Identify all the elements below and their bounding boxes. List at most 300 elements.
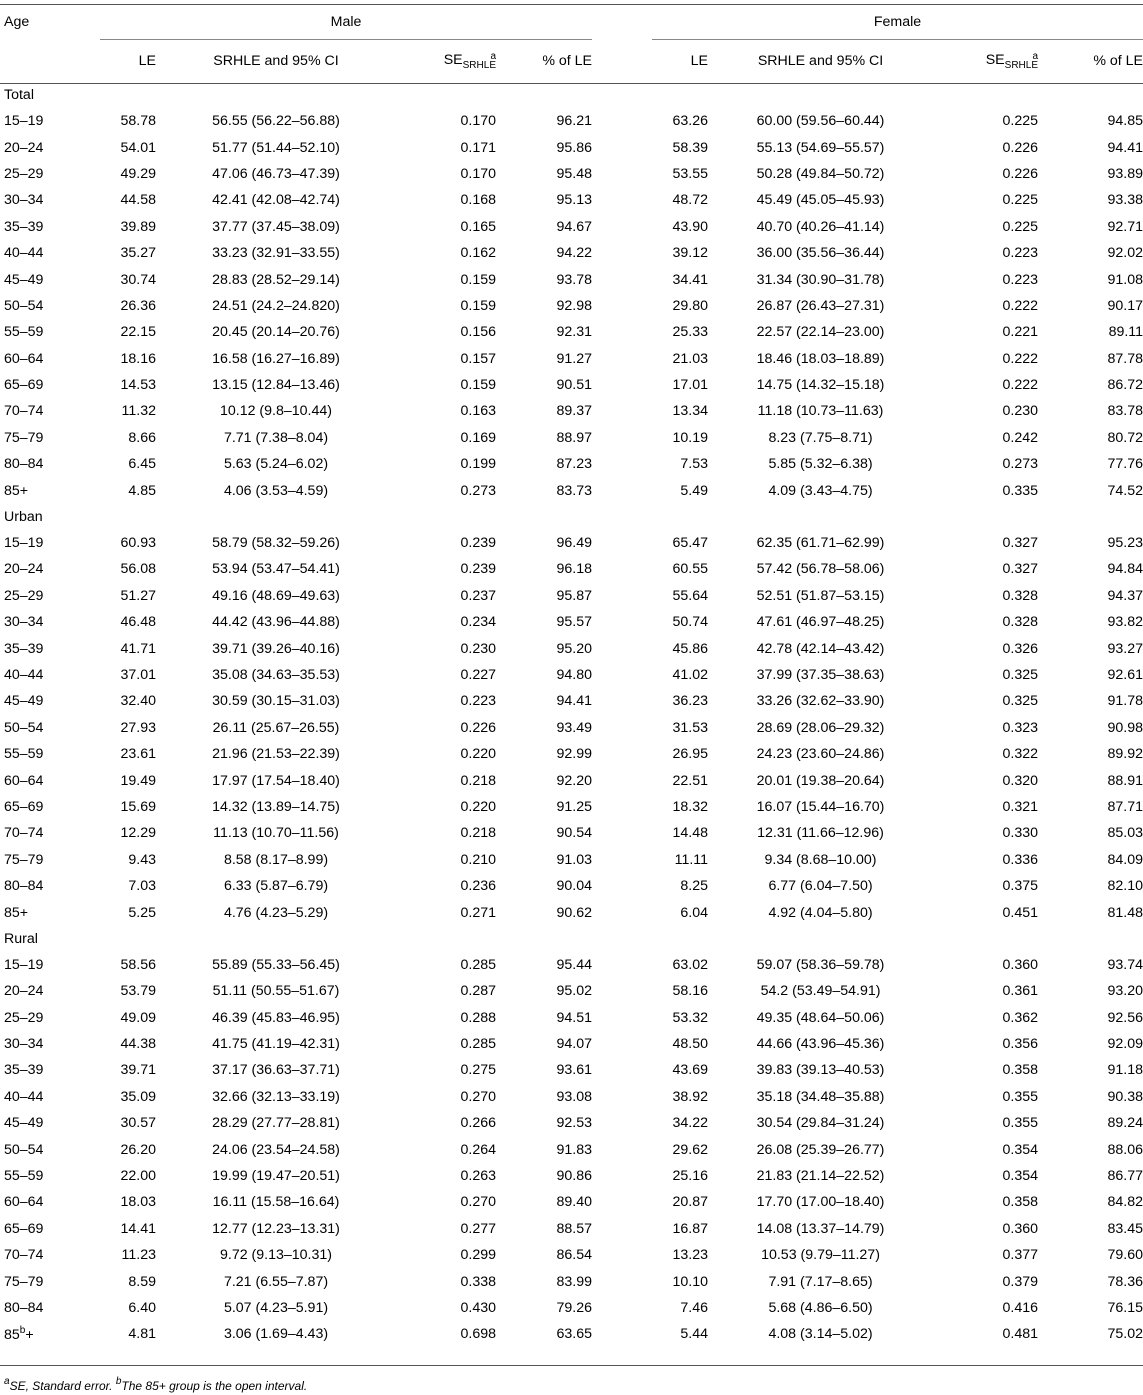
- male-srhle-cell: 44.42 (43.96–44.88): [212, 614, 340, 631]
- age-cell: 80–84: [4, 456, 44, 473]
- male-pct-cell: 83.99: [556, 1273, 593, 1290]
- female-se-cell: 0.225: [1002, 218, 1039, 235]
- table-row: [0, 425, 1143, 451]
- age-cell: 20–24: [4, 139, 44, 156]
- header-female-se: SE a SRHLE: [985, 51, 1039, 71]
- female-se-cell: 0.377: [1002, 1247, 1039, 1264]
- female-se-cell: 0.354: [1002, 1141, 1039, 1158]
- female-pct-cell: 75.02: [1107, 1326, 1143, 1343]
- male-pct-cell: 90.86: [556, 1168, 593, 1185]
- female-se-cell: 0.325: [1002, 667, 1039, 683]
- table-row: [0, 609, 1143, 635]
- male-pct-cell: 96.49: [556, 535, 593, 552]
- age-cell: 65–69: [4, 377, 44, 394]
- male-se-cell: 0.227: [460, 667, 496, 683]
- age-cell: 20–24: [4, 983, 44, 1000]
- female-se-cell: 0.356: [1002, 1036, 1039, 1053]
- male-pct-cell: 94.41: [556, 693, 593, 710]
- table-row: [0, 583, 1143, 609]
- male-se-cell: 0.159: [460, 297, 496, 314]
- male-le-cell: 11.32: [121, 403, 156, 420]
- female-le-cell: 63.02: [672, 956, 709, 973]
- female-le-cell: 13.34: [672, 403, 709, 420]
- male-le-cell: 39.89: [120, 218, 156, 235]
- male-srhle-cell: 16.58 (16.27–16.89): [212, 350, 340, 367]
- female-pct-cell: 94.41: [1107, 139, 1143, 156]
- age-cell: 45–49: [4, 693, 44, 710]
- male-se-cell: 0.430: [460, 1299, 496, 1316]
- male-pct-cell: 95.13: [556, 192, 593, 209]
- female-srhle-cell: 14.75 (14.32–15.18): [756, 377, 885, 394]
- table-bottom-rule: [0, 1365, 1143, 1366]
- male-pct-cell: 90.04: [556, 878, 593, 895]
- age-cell: 70–74: [4, 1247, 44, 1264]
- male-le-cell: 60.93: [120, 535, 156, 552]
- male-srhle-cell: 28.83 (28.52–29.14): [212, 271, 340, 288]
- table-row: [0, 319, 1143, 345]
- male-srhle-cell: 37.17 (36.63–37.71): [212, 1062, 340, 1079]
- male-srhle-cell: 4.06 (3.53–4.59): [223, 482, 329, 499]
- female-se-cell: 0.362: [1002, 1009, 1039, 1026]
- female-srhle-cell: 22.57 (22.14–23.00): [756, 324, 885, 341]
- male-se-cell: 0.270: [460, 1088, 496, 1105]
- female-le-cell: 50.74: [672, 614, 709, 631]
- table-row: [0, 1321, 1143, 1347]
- male-srhle-cell: 26.11 (25.67–26.55): [212, 719, 340, 736]
- female-pct-cell: 92.71: [1107, 218, 1143, 235]
- male-le-cell: 37.01: [120, 667, 156, 683]
- age-cell: 50–54: [4, 297, 44, 314]
- male-se-cell: 0.299: [460, 1247, 496, 1264]
- male-pct-cell: 90.62: [556, 904, 593, 921]
- table-row: [0, 398, 1143, 424]
- male-srhle-cell: 5.07 (4.23–5.91): [223, 1299, 329, 1316]
- female-se-cell: 0.336: [1002, 851, 1039, 868]
- male-pct-cell: 83.73: [556, 482, 593, 499]
- age-cell: 75–79: [4, 851, 44, 868]
- male-se-cell: 0.239: [460, 561, 496, 578]
- female-pct-cell: 82.10: [1107, 878, 1143, 895]
- female-srhle-cell: 12.31 (11.66–12.96): [757, 825, 884, 842]
- male-le-cell: 22.00: [120, 1168, 156, 1185]
- male-se-cell: 0.218: [460, 772, 496, 789]
- male-srhle-cell: 7.21 (6.55–7.87): [223, 1273, 329, 1290]
- female-pct-cell: 90.17: [1107, 297, 1143, 314]
- male-srhle-cell: 32.66 (32.13–33.19): [212, 1088, 340, 1105]
- female-le-cell: 18.32: [672, 798, 709, 815]
- age-cell: 20–24: [4, 561, 44, 578]
- male-se-cell: 0.234: [460, 614, 496, 631]
- male-le-cell: 51.27: [120, 587, 156, 604]
- male-srhle-cell: 33.23 (32.91–33.55): [212, 245, 340, 262]
- male-se-cell: 0.170: [460, 113, 496, 130]
- male-se-cell: 0.223: [460, 693, 496, 710]
- age-cell: 35–39: [4, 218, 44, 235]
- male-le-cell: 53.79: [120, 983, 156, 1000]
- table-row: [0, 556, 1143, 582]
- male-pct-cell: 90.51: [556, 377, 593, 394]
- male-se-cell: 0.170: [460, 165, 496, 182]
- male-se-cell: 0.237: [460, 587, 496, 604]
- female-se-cell: 0.325: [1002, 693, 1039, 710]
- male-pct-cell: 89.37: [556, 403, 593, 420]
- age-cell: 25–29: [4, 587, 44, 604]
- female-se-cell: 0.321: [1002, 798, 1039, 815]
- female-le-cell: 6.04: [680, 904, 709, 921]
- header-male-pct: % of LE: [542, 53, 593, 69]
- table-row: [0, 952, 1143, 978]
- male-pct-cell: 95.44: [556, 956, 593, 973]
- female-srhle-cell: 36.00 (35.56–36.44): [756, 245, 885, 262]
- male-se-cell: 0.226: [460, 719, 496, 736]
- female-le-cell: 53.55: [672, 165, 709, 182]
- female-se-cell: 0.223: [1002, 271, 1039, 288]
- section-header-row: [0, 504, 1143, 530]
- female-pct-cell: 89.24: [1107, 1115, 1143, 1132]
- table-row: [0, 187, 1143, 213]
- male-pct-cell: 91.03: [556, 851, 593, 868]
- male-srhle-cell: 46.39 (45.83–46.95): [212, 1009, 340, 1026]
- age-cell: 35–39: [4, 640, 44, 657]
- female-le-cell: 58.39: [672, 139, 709, 156]
- age-cell: 80–84: [4, 878, 44, 895]
- male-le-cell: 14.53: [120, 377, 156, 394]
- male-pct-cell: 93.78: [556, 271, 593, 288]
- table-row: [0, 899, 1143, 925]
- female-srhle-cell: 21.83 (21.14–22.52): [756, 1168, 885, 1185]
- male-le-cell: 12.29: [120, 825, 156, 842]
- female-le-cell: 36.23: [672, 693, 709, 710]
- female-le-cell: 43.90: [672, 218, 709, 235]
- age-cell: 30–34: [4, 1036, 44, 1053]
- male-se-cell: 0.275: [460, 1062, 496, 1079]
- female-pct-cell: 76.15: [1107, 1299, 1143, 1316]
- female-pct-cell: 91.08: [1107, 271, 1143, 288]
- age-cell: 60–64: [4, 1194, 44, 1211]
- male-se-cell: 0.271: [460, 904, 496, 921]
- female-pct-cell: 94.37: [1107, 587, 1143, 604]
- male-pct-cell: 91.27: [556, 350, 593, 367]
- table-row: [0, 1031, 1143, 1057]
- table-row: [0, 1005, 1143, 1031]
- table-row: [0, 1189, 1143, 1215]
- male-srhle-cell: 19.99 (19.47–20.51): [212, 1168, 340, 1185]
- age-cell: 15–19: [4, 113, 44, 130]
- male-pct-cell: 93.61: [556, 1062, 593, 1079]
- female-se-cell: 0.242: [1002, 429, 1039, 446]
- female-srhle-cell: 33.26 (32.62–33.90): [756, 693, 885, 710]
- male-pct-cell: 92.20: [556, 772, 593, 789]
- header-male: Male: [100, 5, 592, 40]
- age-cell: 80–84: [4, 1299, 44, 1316]
- male-pct-cell: 92.31: [556, 324, 593, 341]
- female-se-cell: 0.375: [1002, 878, 1039, 895]
- male-srhle-cell: 56.55 (56.22–56.88): [212, 113, 340, 130]
- female-srhle-cell: 55.13 (54.69–55.57): [756, 139, 885, 156]
- female-srhle-cell: 59.07 (58.36–59.78): [756, 956, 885, 973]
- male-le-cell: 7.03: [128, 878, 156, 895]
- header-male-srhle: SRHLE and 95% CI: [213, 53, 339, 69]
- female-srhle-cell: 31.34 (30.90–31.78): [756, 271, 885, 288]
- female-le-cell: 48.72: [672, 192, 709, 209]
- table-row: [0, 1110, 1143, 1136]
- male-se-cell: 0.287: [460, 983, 496, 1000]
- male-srhle-cell: 10.12 (9.8–10.44): [219, 403, 332, 420]
- age-cell: 45–49: [4, 1115, 44, 1132]
- table-row: [0, 108, 1143, 134]
- female-le-cell: 11.11: [674, 851, 709, 868]
- male-srhle-cell: 28.29 (27.77–28.81): [212, 1115, 340, 1132]
- female-pct-cell: 89.11: [1108, 324, 1143, 341]
- table-row: [0, 767, 1143, 793]
- table-row: [0, 451, 1143, 477]
- female-le-cell: 21.03: [672, 350, 709, 367]
- male-srhle-cell: 16.11 (15.58–16.64): [212, 1194, 340, 1211]
- male-srhle-cell: 58.79 (58.32–59.26): [212, 535, 340, 552]
- male-srhle-cell: 21.96 (21.53–22.39): [212, 746, 340, 763]
- female-le-cell: 8.25: [680, 878, 709, 895]
- female-srhle-cell: 49.35 (48.64–50.06): [756, 1009, 885, 1026]
- female-pct-cell: 78.36: [1107, 1273, 1143, 1290]
- male-le-cell: 8.66: [128, 429, 156, 446]
- male-pct-cell: 91.25: [556, 798, 593, 815]
- female-le-cell: 31.53: [672, 719, 709, 736]
- female-se-cell: 0.361: [1002, 983, 1039, 1000]
- female-srhle-cell: 47.61 (46.97–48.25): [756, 614, 885, 631]
- female-le-cell: 65.47: [672, 535, 709, 552]
- section-title: Total: [4, 87, 34, 103]
- male-se-cell: 0.210: [460, 851, 496, 868]
- female-srhle-cell: 4.92 (4.04–5.80): [768, 904, 873, 921]
- female-se-cell: 0.355: [1002, 1088, 1039, 1105]
- age-cell: 60–64: [4, 350, 44, 367]
- female-pct-cell: 90.38: [1107, 1088, 1143, 1105]
- female-pct-cell: 83.45: [1107, 1220, 1143, 1237]
- female-pct-cell: 81.48: [1107, 904, 1143, 921]
- male-pct-cell: 94.80: [556, 667, 593, 683]
- male-se-cell: 0.156: [460, 324, 496, 341]
- male-srhle-cell: 7.71 (7.38–8.04): [223, 429, 329, 446]
- female-le-cell: 16.87: [672, 1220, 709, 1237]
- female-pct-cell: 80.72: [1107, 429, 1143, 446]
- header-row-groups: [0, 5, 1143, 40]
- female-pct-cell: 86.77: [1107, 1168, 1143, 1185]
- male-pct-cell: 95.20: [556, 640, 593, 657]
- male-pct-cell: 96.21: [556, 113, 593, 130]
- female-le-cell: 43.69: [672, 1062, 709, 1079]
- table-row: [0, 1084, 1143, 1110]
- female-pct-cell: 94.85: [1107, 113, 1143, 130]
- female-le-cell: 5.49: [680, 482, 709, 499]
- male-se-cell: 0.159: [460, 377, 496, 394]
- male-le-cell: 30.74: [120, 271, 156, 288]
- male-srhle-cell: 20.45 (20.14–20.76): [212, 324, 340, 341]
- age-cell: 70–74: [4, 403, 44, 420]
- table-row: [0, 1216, 1143, 1242]
- section-title: Urban: [4, 508, 43, 525]
- female-srhle-cell: 57.42 (56.78–58.06): [756, 561, 885, 578]
- female-srhle-cell: 11.18 (10.73–11.63): [757, 403, 884, 420]
- table-row: [0, 372, 1143, 398]
- female-se-cell: 0.320: [1002, 772, 1039, 789]
- male-se-cell: 0.285: [460, 956, 496, 973]
- male-srhle-cell: 13.15 (12.84–13.46): [212, 377, 340, 394]
- male-le-cell: 44.58: [120, 192, 156, 209]
- female-se-cell: 0.225: [1002, 192, 1039, 209]
- female-srhle-cell: 44.66 (43.96–45.36): [756, 1036, 885, 1053]
- age-cell: 40–44: [4, 1088, 44, 1105]
- female-pct-cell: 83.78: [1107, 403, 1143, 420]
- section-header-row: [0, 82, 1143, 108]
- male-se-cell: 0.266: [460, 1115, 496, 1132]
- age-cell: 60–64: [4, 772, 44, 789]
- male-se-cell: 0.273: [460, 482, 496, 499]
- male-srhle-cell: 14.32 (13.89–14.75): [212, 798, 340, 815]
- female-se-cell: 0.222: [1002, 377, 1039, 394]
- male-se-cell: 0.199: [460, 456, 496, 473]
- male-srhle-cell: 9.72 (9.13–10.31): [219, 1247, 332, 1264]
- female-le-cell: 55.64: [672, 587, 709, 604]
- female-pct-cell: 92.56: [1107, 1009, 1143, 1026]
- male-le-cell: 8.59: [128, 1273, 156, 1290]
- male-le-cell: 32.40: [120, 693, 156, 710]
- male-srhle-cell: 55.89 (55.33–56.45): [212, 956, 340, 973]
- female-srhle-cell: 20.01 (19.38–20.64): [756, 772, 885, 789]
- female-le-cell: 58.16: [672, 983, 709, 1000]
- female-le-cell: 53.32: [672, 1009, 709, 1026]
- female-pct-cell: 92.02: [1107, 245, 1143, 262]
- male-le-cell: 46.48: [120, 614, 156, 631]
- female-srhle-cell: 40.70 (40.26–41.14): [756, 218, 885, 235]
- male-srhle-cell: 11.13 (10.70–11.56): [213, 825, 339, 842]
- female-se-cell: 0.481: [1002, 1326, 1039, 1343]
- female-se-cell: 0.322: [1002, 746, 1039, 763]
- table-row: [0, 635, 1143, 661]
- age-cell: 40–44: [4, 245, 44, 262]
- female-srhle-cell: 62.35 (61.71–62.99): [756, 535, 885, 552]
- female-le-cell: 29.62: [672, 1141, 709, 1158]
- table-row: [0, 293, 1143, 319]
- female-pct-cell: 93.38: [1107, 192, 1143, 209]
- female-le-cell: 26.95: [672, 746, 709, 763]
- female-pct-cell: 86.72: [1107, 377, 1143, 394]
- female-srhle-cell: 4.08 (3.14–5.02): [768, 1326, 873, 1343]
- female-pct-cell: 85.03: [1107, 825, 1143, 842]
- male-le-cell: 35.09: [120, 1088, 156, 1105]
- female-srhle-cell: 30.54 (29.84–31.24): [756, 1115, 885, 1132]
- female-le-cell: 5.44: [680, 1326, 709, 1343]
- age-cell: 85+: [4, 904, 29, 921]
- female-le-cell: 7.46: [680, 1299, 709, 1316]
- male-le-cell: 23.61: [120, 746, 156, 763]
- male-se-cell: 0.157: [460, 350, 496, 367]
- male-le-cell: 58.78: [120, 113, 156, 130]
- age-cell: 75–79: [4, 1273, 44, 1290]
- female-pct-cell: 77.76: [1107, 456, 1143, 473]
- table-footnote: $^a$SE, Standard error. $^b$The 85+ group is the open interval.: [4, 1376, 308, 1393]
- male-le-cell: 22.15: [120, 324, 156, 341]
- female-srhle-cell: 16.07 (15.44–16.70): [756, 798, 885, 815]
- female-pct-cell: 74.52: [1107, 482, 1143, 499]
- female-se-cell: 0.335: [1002, 482, 1039, 499]
- age-cell: 40–44: [4, 667, 44, 683]
- age-cell: 30–34: [4, 614, 44, 631]
- male-le-cell: 58.56: [120, 956, 156, 973]
- header-female-le: LE: [690, 53, 709, 69]
- age-cell: 25–29: [4, 165, 44, 182]
- male-se-cell: 0.163: [460, 403, 496, 420]
- male-srhle-cell: 51.77 (51.44–52.10): [212, 139, 340, 156]
- female-le-cell: 13.23: [672, 1247, 709, 1264]
- male-le-cell: 6.45: [128, 456, 156, 473]
- table-row: [0, 820, 1143, 846]
- female-srhle-cell: 5.68 (4.86–6.50): [768, 1299, 873, 1316]
- table-row: [0, 1242, 1143, 1268]
- female-pct-cell: 89.92: [1107, 746, 1143, 763]
- female-pct-cell: 87.78: [1107, 350, 1143, 367]
- age-cell: 15–19: [4, 956, 44, 973]
- female-pct-cell: 95.23: [1107, 535, 1143, 552]
- male-pct-cell: 96.18: [556, 561, 593, 578]
- table-row: [0, 240, 1143, 266]
- female-srhle-cell: 54.2 (53.49–54.91): [760, 983, 881, 1000]
- female-se-cell: 0.330: [1002, 825, 1039, 842]
- table-row: [0, 214, 1143, 240]
- female-se-cell: 0.358: [1002, 1194, 1039, 1211]
- female-pct-cell: 91.18: [1107, 1062, 1143, 1079]
- header-female-pct: % of LE: [1093, 53, 1143, 69]
- male-le-cell: 4.81: [128, 1326, 156, 1343]
- male-pct-cell: 94.67: [556, 218, 593, 235]
- female-se-cell: 0.225: [1002, 113, 1039, 130]
- female-se-cell: 0.416: [1002, 1299, 1039, 1316]
- header-row-columns: [0, 40, 1143, 83]
- male-pct-cell: 90.54: [556, 825, 593, 842]
- female-le-cell: 25.16: [672, 1168, 709, 1185]
- female-le-cell: 20.87: [672, 1194, 709, 1211]
- female-srhle-cell: 7.91 (7.17–8.65): [768, 1273, 873, 1290]
- female-pct-cell: 94.84: [1107, 561, 1143, 578]
- male-se-cell: 0.165: [460, 218, 496, 235]
- male-se-cell: 0.270: [460, 1194, 496, 1211]
- age-cell: 70–74: [4, 825, 44, 842]
- female-se-cell: 0.328: [1002, 614, 1039, 631]
- male-srhle-cell: 6.33 (5.87–6.79): [223, 878, 329, 895]
- table-row: [0, 715, 1143, 741]
- header-male-le: LE: [138, 53, 156, 69]
- female-srhle-cell: 45.49 (45.05–45.93): [756, 192, 885, 209]
- table-row: [0, 1268, 1143, 1294]
- table-row: [0, 134, 1143, 160]
- female-se-cell: 0.451: [1002, 904, 1039, 921]
- male-srhle-cell: 35.08 (34.63–35.53): [212, 667, 340, 683]
- female-pct-cell: 93.82: [1107, 614, 1143, 631]
- female-se-cell: 0.328: [1002, 587, 1039, 604]
- male-pct-cell: 95.48: [556, 165, 593, 182]
- female-pct-cell: 93.20: [1107, 983, 1143, 1000]
- male-se-cell: 0.277: [460, 1220, 496, 1237]
- male-srhle-cell: 17.97 (17.54–18.40): [212, 772, 340, 789]
- male-pct-cell: 95.86: [556, 139, 593, 156]
- male-se-cell: 0.220: [460, 798, 496, 815]
- table-row: [0, 847, 1143, 873]
- female-srhle-cell: 35.18 (34.48–35.88): [756, 1088, 885, 1105]
- male-se-cell: 0.239: [460, 535, 496, 552]
- male-srhle-cell: 53.94 (53.47–54.41): [212, 561, 340, 578]
- female-le-cell: 25.33: [672, 324, 709, 341]
- male-srhle-cell: 41.75 (41.19–42.31): [212, 1036, 340, 1053]
- male-srhle-cell: 37.77 (37.45–38.09): [212, 218, 340, 235]
